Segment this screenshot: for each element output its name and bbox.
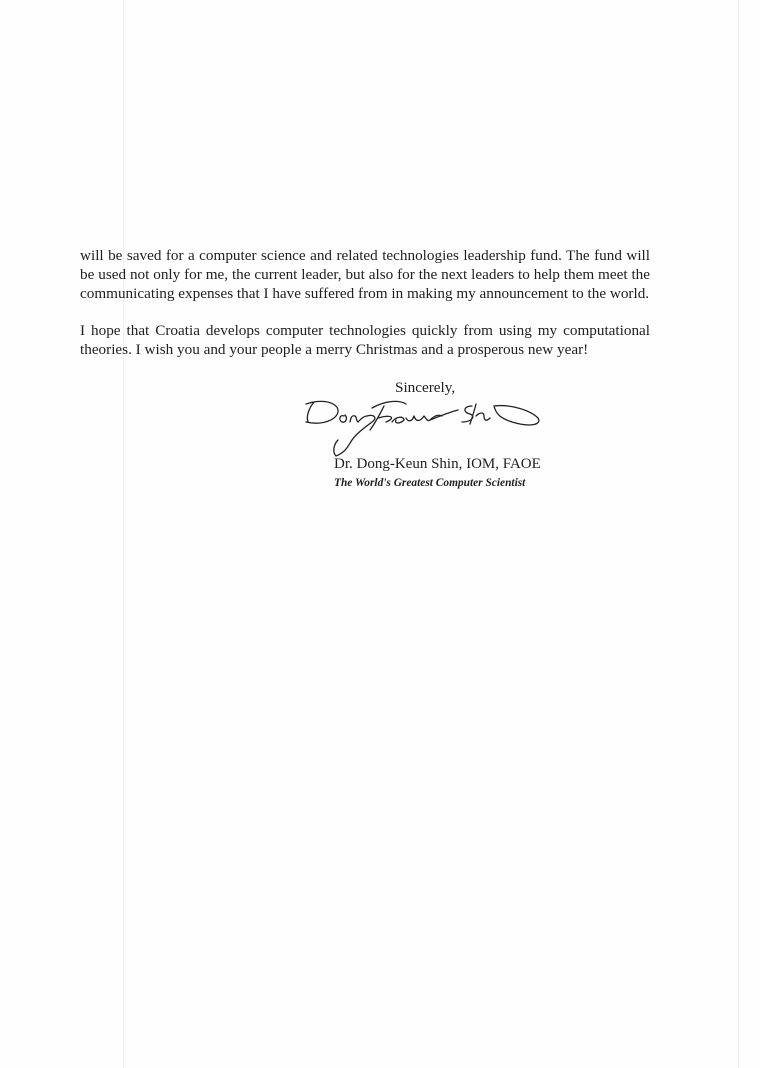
closing-salutation: Sincerely,	[395, 379, 456, 396]
scan-edge-line	[738, 0, 739, 1068]
letter-paragraph: I hope that Croatia develops computer technologies quickly from using my computational theories. I wish you and your people a merry Christmas and a prosperous new year!	[80, 322, 650, 359]
scan-edge-line	[123, 0, 124, 1068]
handwritten-signature	[300, 394, 550, 462]
signer-title: The World's Greatest Computer Scientist	[334, 477, 526, 489]
signer-name: Dr. Dong-Keun Shin, IOM, FAOE	[334, 456, 541, 472]
letter-paragraph: will be saved for a computer science and related technologies leadership fund. The fund will be used not only for me, the current leader, but also for the next leaders to help them meet the communicating expenses that I have suffered from in making my announcement to the world.	[80, 247, 650, 303]
